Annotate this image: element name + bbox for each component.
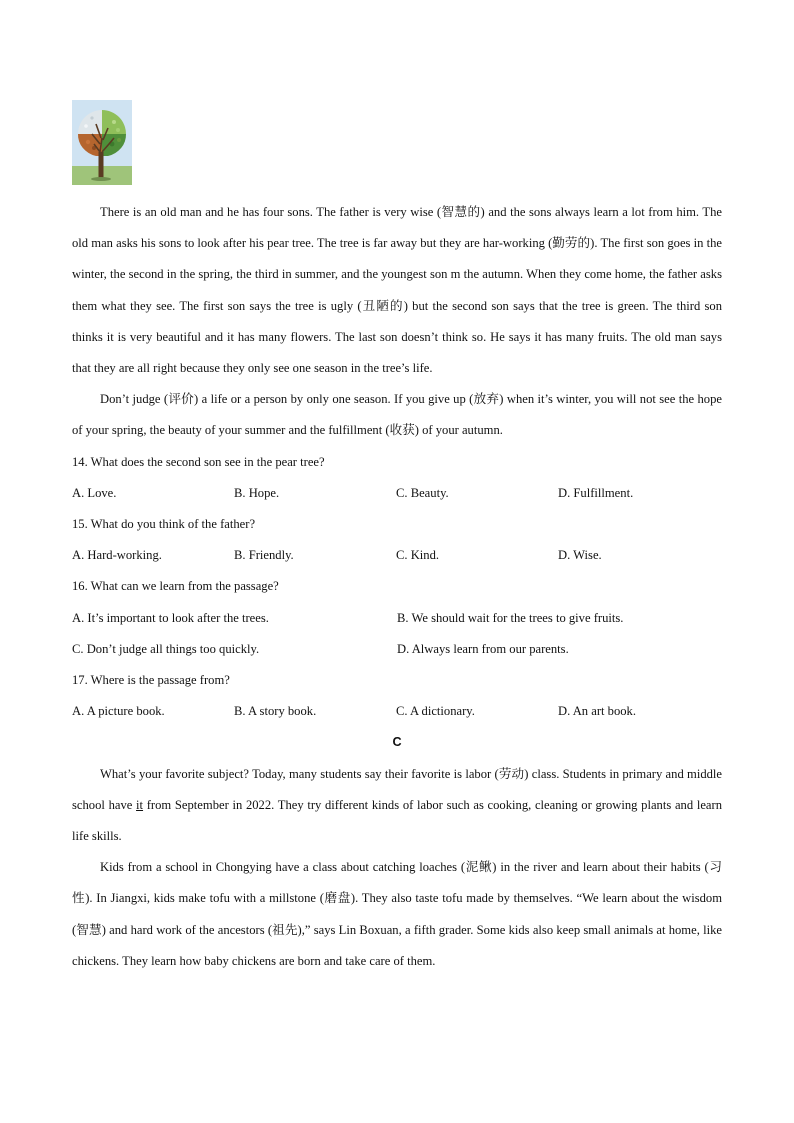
passage-b-paragraph-1: There is an old man and he has four sons. The father is very wise (智慧的) and the sons always learn a lot from him. The old man asks his sons to look after his pear tree. The tree is far away but they are har-working (勤劳的). The first son goes in the winter, the second in the spring, the third in summer, and the youngest son m the autumn. When they come home, the father asks them what they see. The first son says the tree is ugly (丑陋的) but the second son says that the tree is green. The third son thinks it is very beautiful and it has many flowers. The last son doesn’t think so. He says it has many fruits. The old man says that they are all right because they only see one season in the tree’s life. xyxy=(72,205,722,376)
question-16-stem: 16. What can we learn from the passage? xyxy=(72,579,279,594)
question-16-options-row-2 xyxy=(72,634,722,665)
question-14-options xyxy=(72,478,722,509)
question-15-option-b: B. Friendly. xyxy=(234,548,294,563)
passage-c-p1-after: from September in 2022. They try different kinds of labor such as cooking, cleaning or growing plants and learn life skills. xyxy=(72,797,722,844)
four-seasons-tree-icon xyxy=(72,100,132,185)
question-16-option-c: C. Don’t judge all things too quickly. xyxy=(72,641,260,656)
question-16-option-a: A. It’s important to look after the trees. xyxy=(72,610,269,625)
question-16-option-b: B. We should wait for the trees to give fruits. xyxy=(397,610,624,625)
question-14-option-c: C. Beauty. xyxy=(396,485,449,500)
question-17-option-c: C. A dictionary. xyxy=(396,704,475,719)
passage-c-p1-before: What’s your favorite subject? Today, many students say their favorite is labor (劳动) class. Students in primary and middle school have xyxy=(72,766,722,812)
question-15-option-d: D. Wise. xyxy=(558,548,602,563)
question-17-stem: 17. Where is the passage from? xyxy=(72,673,230,688)
question-14-option-b: B. Hope. xyxy=(234,485,280,500)
question-14-option-d: D. Fulfillment. xyxy=(558,485,634,500)
question-17-option-a: A. A picture book. xyxy=(72,704,165,719)
section-c-heading: C xyxy=(392,735,402,750)
passage-c-underlined-word: it xyxy=(136,797,144,812)
question-15-option-c: C. Kind. xyxy=(396,548,440,563)
exam-content xyxy=(72,197,722,977)
question-16-options-row-1 xyxy=(72,603,722,634)
question-15-options xyxy=(72,540,722,571)
passage-c-paragraph-2: Kids from a school in Chongying have a class about catching loaches (泥鳅) in the river and learn about their habits (习性). In Jiangxi, kids make tofu with a millstone (磨盘). They also taste tofu made by themselves. “We learn about the wisdom (智慧) and hard work of the ancestors (祖先),” says Lin Boxuan, a fifth grader. Some kids also keep small animals at home, like chickens. They learn how baby chickens are born and take care of them. xyxy=(72,860,722,968)
question-17-options xyxy=(72,696,722,727)
question-17-option-b: B. A story book. xyxy=(234,704,317,719)
passage-c-paragraph-1 xyxy=(72,759,722,853)
passage-b-paragraph-2: Don’t judge (评价) a life or a person by only one season. If you give up (放弃) when it’s winter, you will not see the hope of your spring, the beauty of your summer and the fulfillment (收获) of your autumn. xyxy=(72,392,722,438)
question-15-option-a: A. Hard-working. xyxy=(72,548,162,563)
question-14-option-a: A. Love. xyxy=(72,485,117,500)
question-15-stem: 15. What do you think of the father? xyxy=(72,517,256,532)
question-17-option-d: D. An art book. xyxy=(558,704,637,719)
question-14-stem: 14. What does the second son see in the pear tree? xyxy=(72,454,325,469)
question-16-option-d: D. Always learn from our parents. xyxy=(397,641,569,656)
